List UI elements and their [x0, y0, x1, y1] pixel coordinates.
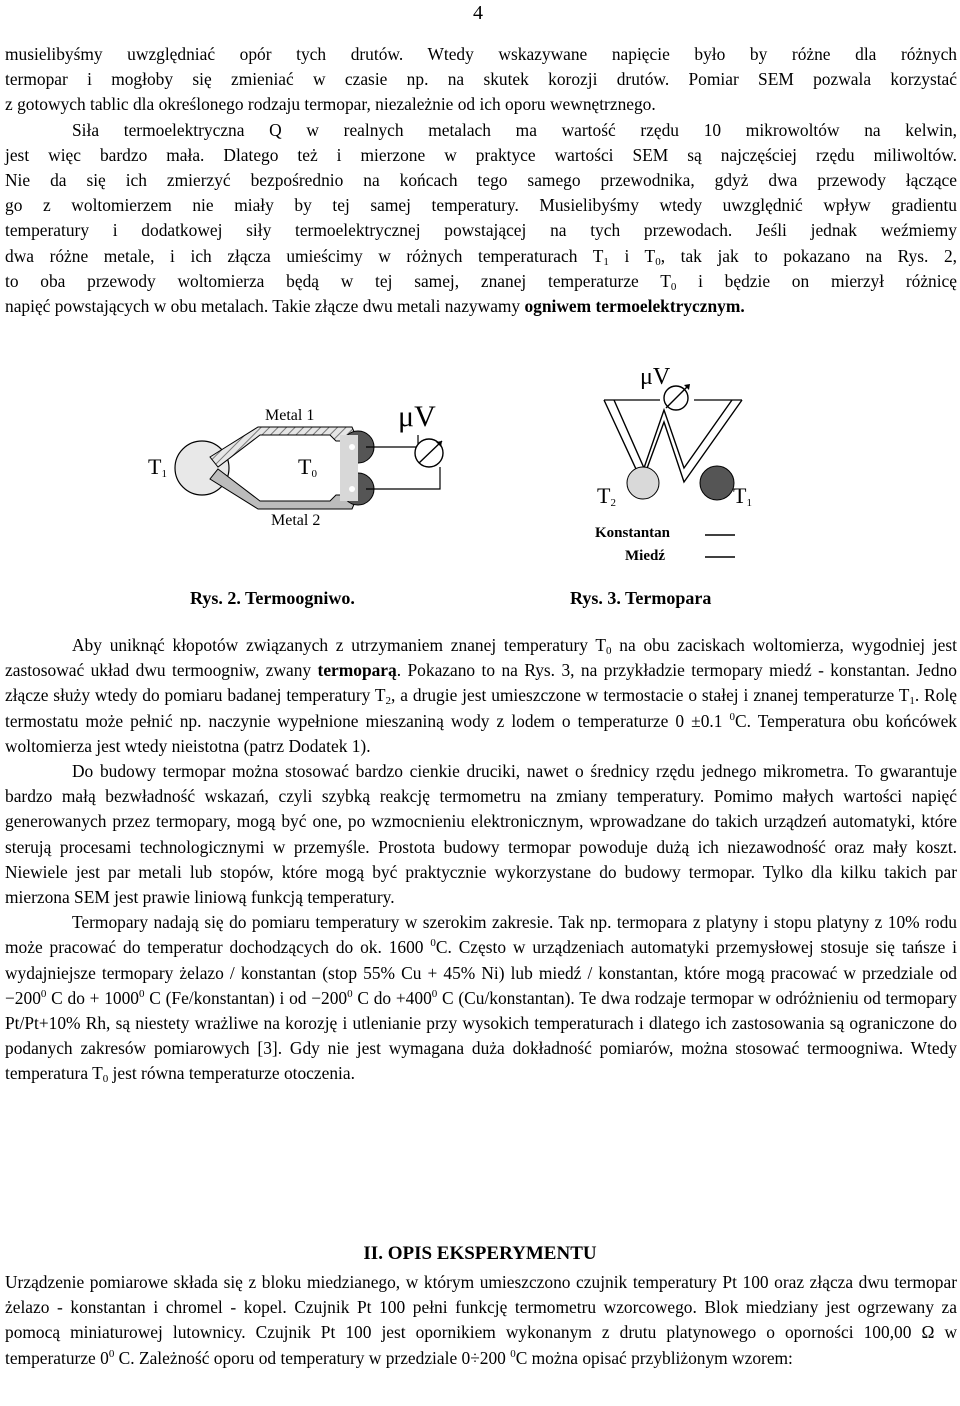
microvolt-label: μV — [398, 400, 436, 433]
text-line: Nie da się ich zmierzyć bezpośrednio na końcach tego samego przewodnika, gdyż dwa przewody łączące — [5, 170, 957, 191]
text-line: napięć powstających w obu metalach. Takie złącze dwu metali nazywamy ogniwem termoelektrycznym. — [5, 296, 745, 317]
figure-3-caption: Rys. 3. Termopara — [570, 588, 712, 608]
body-text — [5, 633, 957, 1087]
text-line: musielibyśmy uwzględniać opór tych drutów. Wtedy wskazywane napięcie było by różne dla różnych — [5, 44, 957, 64]
section-heading: II. OPIS EKSPERYMENTU — [363, 1243, 597, 1264]
text-line: Siła termoelektryczna Q w realnych metalach ma wartość rzędu 10 mikrowoltów na kelwin, — [72, 119, 957, 140]
text-line: dwa różne metale, i ich złącza umieścimy w różnych temperaturach $T_1$ i $T_0$, tak jak to pokazano na Rys. 2, — [5, 245, 957, 268]
reference-junction — [700, 466, 734, 500]
page-number: 4 — [473, 2, 483, 24]
intro-paragraph — [5, 42, 957, 319]
metal-2-wire — [210, 469, 358, 509]
metal-2-label: Metal 2 — [271, 512, 321, 529]
t1-label: $T_1$ — [733, 483, 752, 509]
metal-1-label: Metal 1 — [265, 407, 315, 424]
legend-swatches — [705, 527, 735, 567]
text-line: temperatury i dodatkowej siły termoelektrycznej powstającej na tych przewodach. Jeśli jednak weźmiemy — [5, 220, 957, 241]
experiment-text — [5, 1270, 957, 1371]
paragraph: Do budowy termopar można stosować bardzo cienkie druciki, nawet o średnicy rzędu jednego mikrometra. To gwarantuje bardzo małą bezwładność wskazań, czyli szybką reakcję termometru na zmiany temperatury. Pomimo małych wartości napięć generowanych przez termopary, mogą być one, po wzmocnieniu elektronicznym, wprowadzane do takich urządzeń automatyki, które sterują procesami technologicznymi w przemyśle. Prostota budowy termopar powoduje dużą ich niezawodność oraz mały koszt. Niewiele jest par metali lub stopów, które mogą być praktycznie wykorzystane do budowy termopar. Tylko dla kilku takich par mierzona SEM jest prawie liniową funkcją temperatury. — [5, 761, 957, 908]
voltmeter-lead — [366, 467, 440, 489]
t2-label: $T_2$ — [597, 483, 616, 509]
konstantan-legend: Konstantan — [595, 525, 671, 541]
paragraph: Termopary nadają się do pomiaru temperatury w szerokim zakresie. Tak np. termopara z platyny i stopu platyny z 10% rodu może pracować do temperatur dochodzących do ok. 1600 $^0$C. Często w urządzeniach automatyki przemysłowej stosuje się tańsze i wydajniejsze termopary żelazo / konstantan (stop 55% Cu + 45% Ni) lub miedź / konstantan, które mogą pracować w przedziale od $-200^0$ C do + $1000^0$ C (Fe/konstantan) i od $-200^0$ C do $+400^0$ C (Cu/konstantan). Te dwa rodzaje termopar w odróżnieniu od termopary Pt/Pt+10% Rh, są niestety wrażliwe na korozję i utlenianie przy wysokich temperaturach i dlatego ich zastosowania są ograniczone do podanych zakresów pomiarowych [3]. Gdy nie jest wymagana duża dokładność pomiarów, można stosować termoogniwa. Wtedy temperatura $T_0$ jest równa temperaturze otoczenia. — [5, 912, 958, 1086]
t0-label: $T_0$ — [298, 454, 317, 480]
text-line: termopar i mogłoby się zmieniać w czasie np. na skutek korozji drutów. Pomiar SEM pozwala korzystać — [5, 69, 957, 90]
text-line: z gotowych tablic dla określonego rodzaju termopar, niezależnie od ich oporu wewnętrznego. — [5, 94, 656, 115]
hot-junction — [175, 441, 229, 495]
paragraph: Urządzenie pomiarowe składa się z bloku miedzianego, w którym umieszczono czujnik temperatury Pt 100 oraz złącza dwu termopar żelazo - konstantan i chromel - kopel. Czujnik Pt 100 pełni funkcję termometru wzorcowego. Blok miedziany jest ogrzewany za pomocą miniaturowej lutownicy. Czujnik Pt 100 jest opornikiem wykonanym z drutu platynowego o oporności 100,00 Ω w temperaturze $0^0$ C. Zależność oporu od temperatury w przedziale 0÷200 $^0$C można opisać przybliżonym wzorem: — [5, 1272, 957, 1368]
paragraph: Aby uniknąć kłopotów związanych z utrzymaniem znanej temperatury $T_0$ na obu zaciskach woltomierza, wygodniej jest zastosować układ dwu termoogniw, zwany termoparą. Pokazano to na Rys. 3, na przykładzie termopary miedź - konstantan. Jedno złącze służy wtedy do pomiaru badanej temperatury $T_2$, a drugie jest umieszczone w termostacie o stałej i znanej temperaturze $T_1$. Rolę termostatu może pełnić np. naczynie wypełnione mieszaniną wody z lodem o temperaturze 0 ±0.1 $^0$C. Temperatura obu końcówek woltomierza jest wtedy nieistotna (patrz Dodatek 1). — [5, 635, 957, 756]
t1-label: $T_1$ — [148, 454, 167, 480]
metal-1-wire — [210, 427, 358, 467]
text-line: to oba przewody woltomierza będą w tej samej, znanej temperaturze $T_0$ i będzie on mierzył różnicę — [5, 270, 957, 293]
microvolt-label: μV — [640, 364, 671, 390]
figure-2-caption: Rys. 2. Termoogniwo. — [190, 588, 355, 608]
copper-legend: Miedź — [625, 548, 665, 564]
measuring-junction — [627, 467, 659, 499]
text-line: jest więc bardzo mała. Dlatego też i mierzone w praktyce wartości SEM są najczęściej rzędu miliwoltów. — [5, 144, 957, 165]
text-line: go z woltomierzem nie miały by tej samej temperatury. Musielibyśmy wtedy uwzględnić wpływ gradientu — [5, 195, 957, 216]
